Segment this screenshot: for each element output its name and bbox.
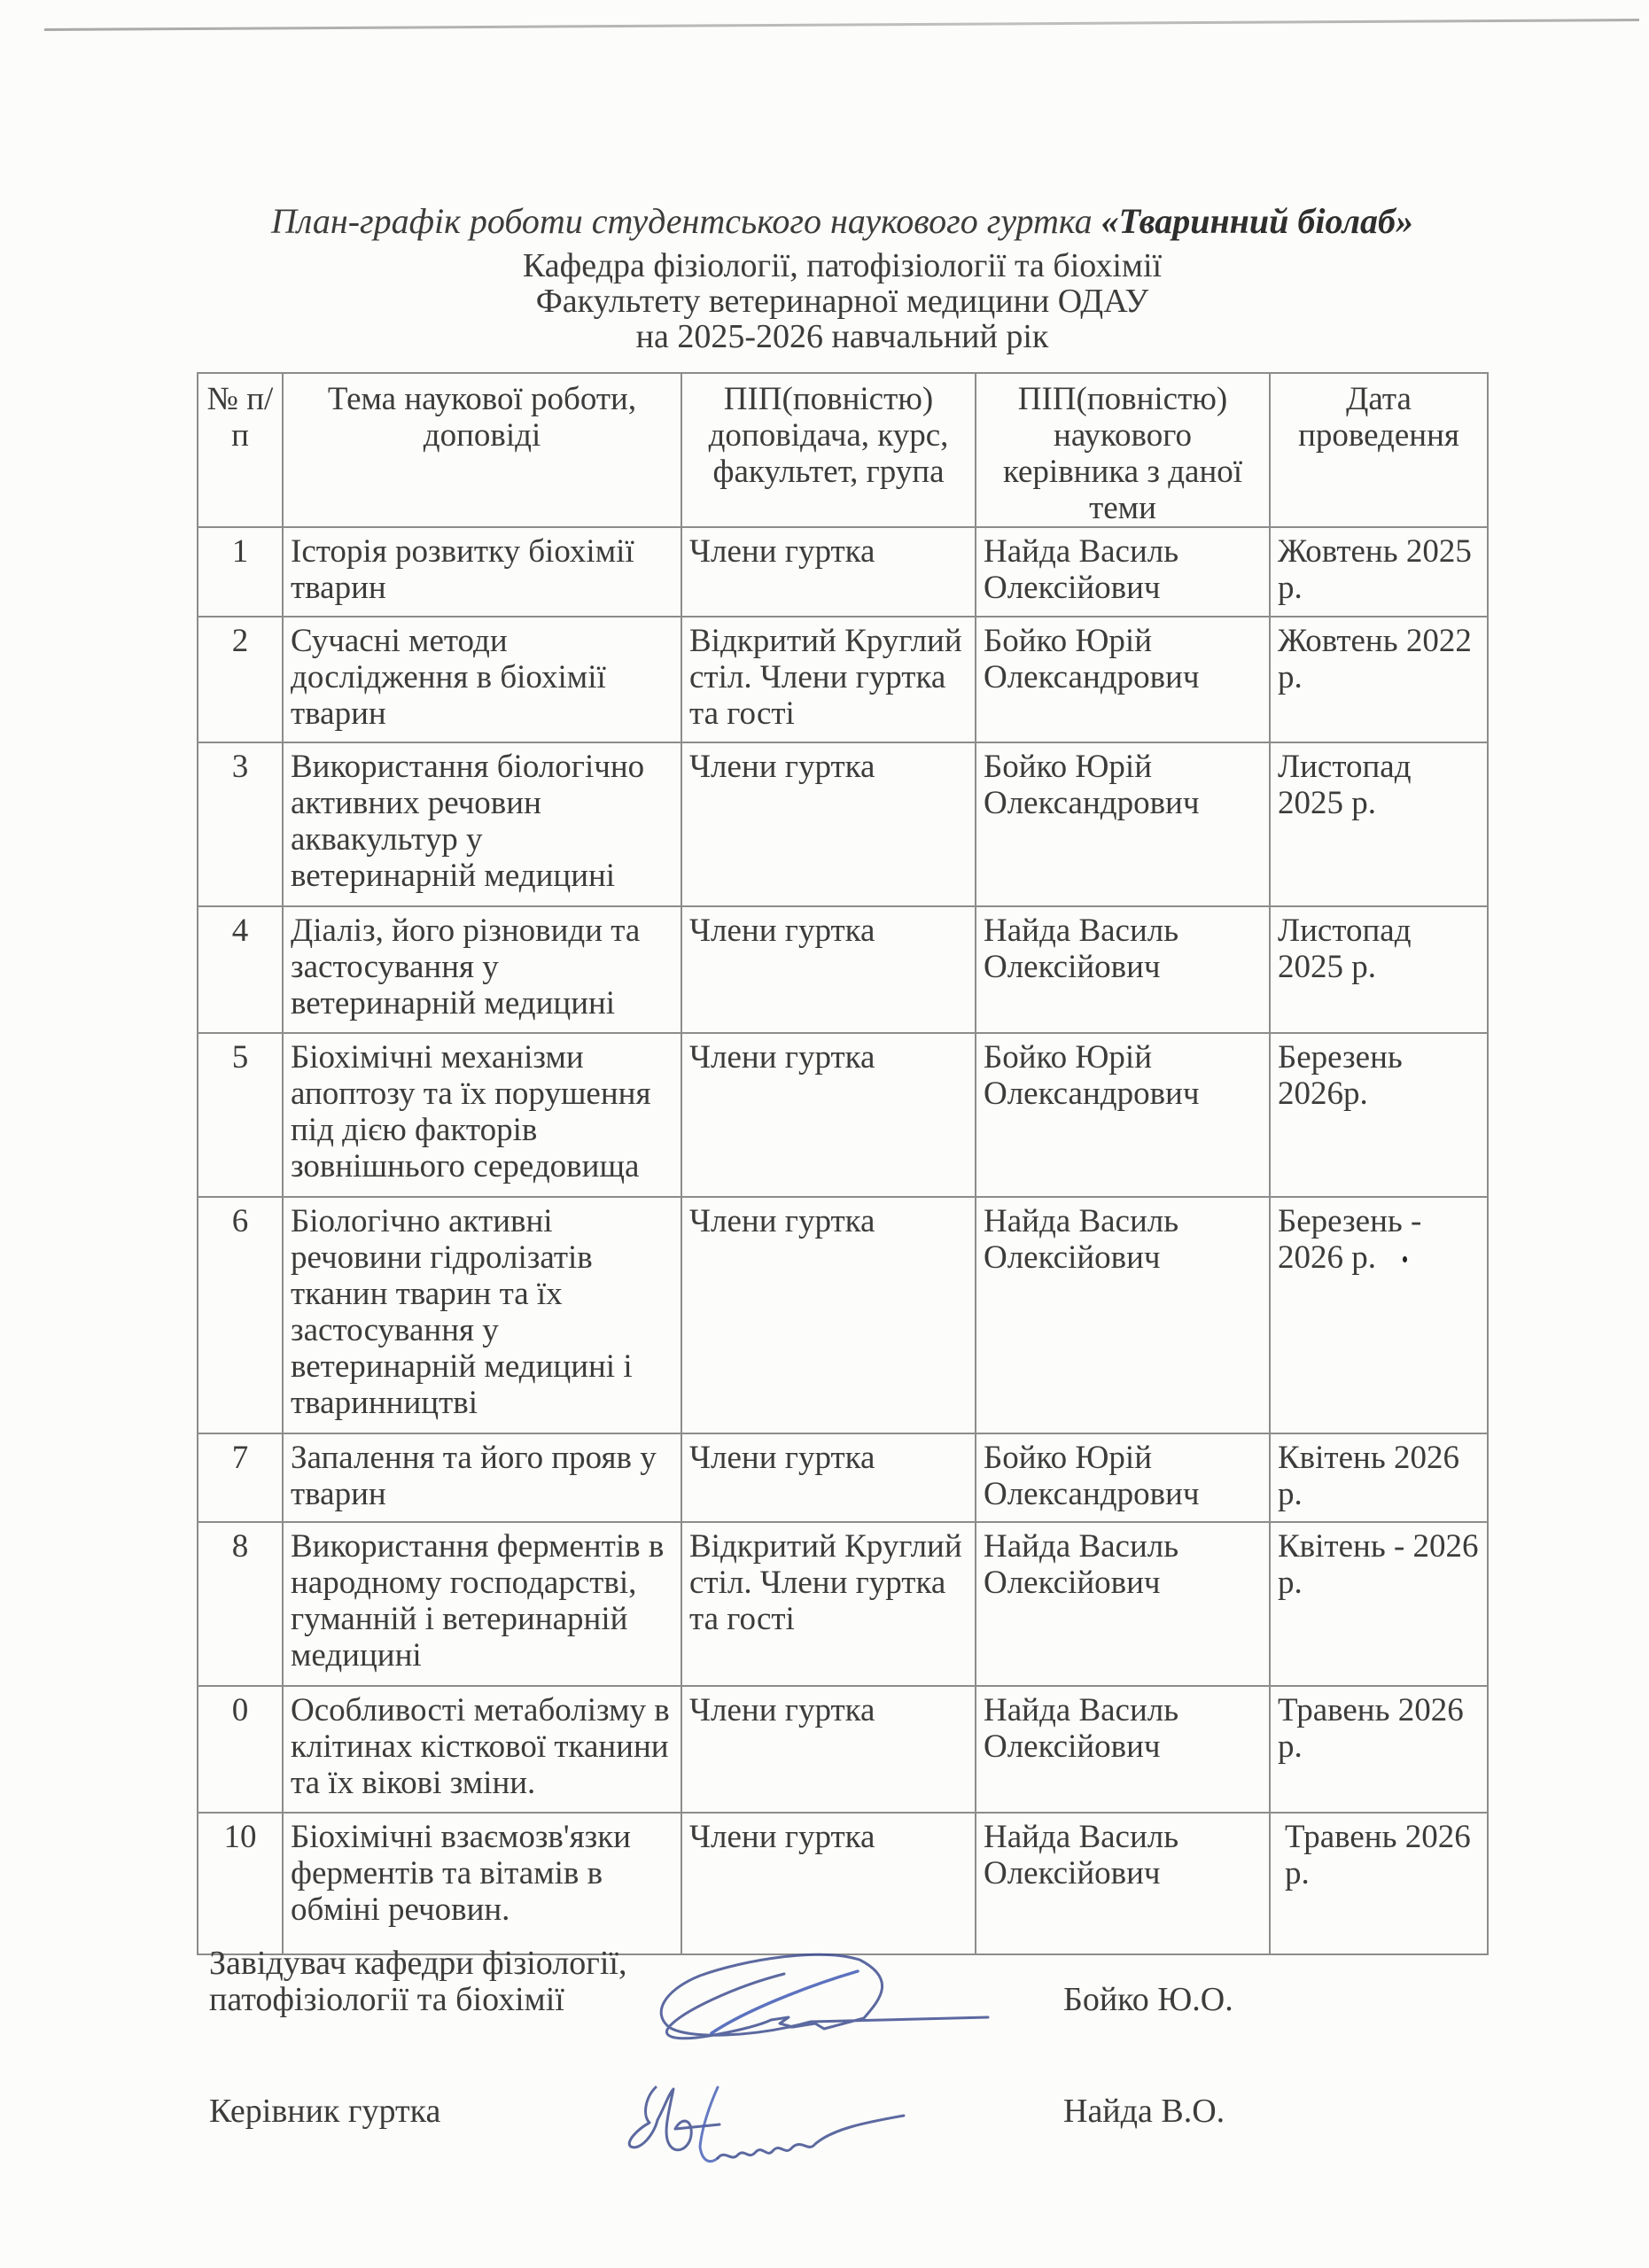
subtitle-faculty: Факультету ветеринарної медицини ОДАУ — [535, 283, 1149, 320]
scan-speck — [1403, 1256, 1407, 1262]
row-supervisor: Бойко Юрій Олександрович — [976, 742, 1270, 906]
row-number: 8 — [198, 1522, 283, 1686]
row-number: 4 — [198, 906, 283, 1033]
column-header-topic: Тема наукової роботи, доповіді — [283, 373, 681, 527]
row-number: 1 — [198, 527, 283, 617]
row-date: Травень 2026 р. — [1270, 1813, 1488, 1954]
title-prefix: План-графік роботи студентського наукового гуртка — [271, 201, 1101, 241]
table-row — [198, 1033, 1488, 1197]
row-supervisor: Найда Василь Олексійович — [976, 1197, 1270, 1433]
row-date: Березень - 2026 р. — [1270, 1197, 1488, 1433]
subtitle-department: Кафедра фізіології, патофізіології та біохімії — [522, 247, 1163, 284]
row-topic: Особливості метаболізму в клітинах кісткової тканини та їх вікові зміни. — [283, 1686, 681, 1813]
club-supervisor-signature — [620, 2080, 922, 2173]
row-speaker: Відкритий Круглий стіл. Члени гуртка та гості — [681, 1522, 976, 1686]
row-topic: Біологічно активні речовини гідролізатів тканин тварин та їх застосування у ветеринарній медицині і тваринництві — [283, 1197, 681, 1433]
row-number: 10 — [198, 1813, 283, 1954]
row-date: Квітень 2026 р. — [1270, 1433, 1488, 1522]
row-number: 5 — [198, 1033, 283, 1197]
row-date: Жовтень 2025 р. — [1270, 527, 1488, 617]
club-supervisor-name: Найда В.О. — [1063, 2093, 1225, 2130]
table-row — [198, 1433, 1488, 1522]
column-header-supervisor: ПІП(повністю) наукового керівника з даної теми — [976, 373, 1270, 527]
subtitle-academic-year: на 2025-2026 навчальний рік — [635, 318, 1049, 355]
club-supervisor-label: Керівник гуртка — [209, 2093, 441, 2130]
row-supervisor: Найда Василь Олексійович — [976, 1686, 1270, 1813]
row-speaker: Члени гуртка — [681, 527, 976, 617]
table-row — [198, 906, 1488, 1033]
row-speaker: Члени гуртка — [681, 1033, 976, 1197]
row-topic: Діаліз, його різновиди та застосування у ветеринарній медицині — [283, 906, 681, 1033]
row-number: 2 — [198, 617, 283, 742]
row-supervisor: Бойко Юрій Олександрович — [976, 1033, 1270, 1197]
row-topic: Сучасні методи дослідження в біохімії тварин — [283, 617, 681, 742]
row-supervisor: Найда Василь Олексійович — [976, 1813, 1270, 1954]
table-row — [198, 527, 1488, 617]
column-header-number: № п/п — [198, 373, 283, 527]
row-number: 0 — [198, 1686, 283, 1813]
document-title — [0, 200, 1649, 243]
row-supervisor: Найда Василь Олексійович — [976, 527, 1270, 617]
row-speaker: Члени гуртка — [681, 1433, 976, 1522]
row-number: 7 — [198, 1433, 283, 1522]
row-topic: Біохімічні взаємозв'язки ферментів та вітамів в обміні речовин. — [283, 1813, 681, 1954]
table-row — [198, 617, 1488, 742]
scan-edge-line — [44, 19, 1639, 31]
head-of-department-name: Бойко Ю.О. — [1063, 1981, 1233, 2018]
table-row — [198, 742, 1488, 906]
table-row — [198, 1813, 1488, 1954]
subtitle-block — [0, 248, 1649, 354]
table-row — [198, 1522, 1488, 1686]
head-of-department-label-line-2: патофізіології та біохімії — [209, 1981, 564, 2018]
row-date: Листопад 2025 р. — [1270, 906, 1488, 1033]
row-number: 6 — [198, 1197, 283, 1433]
club-name: «Тваринний біолаб» — [1101, 201, 1413, 241]
row-supervisor: Бойко Юрій Олександрович — [976, 617, 1270, 742]
row-supervisor: Бойко Юрій Олександрович — [976, 1433, 1270, 1522]
row-speaker: Члени гуртка — [681, 742, 976, 906]
row-speaker: Члени гуртка — [681, 906, 976, 1033]
head-of-department-label — [209, 1946, 626, 2018]
row-date: Жовтень 2022 р. — [1270, 617, 1488, 742]
row-topic: Історія розвитку біохімії тварин — [283, 527, 681, 617]
row-date: Травень 2026 р. — [1270, 1686, 1488, 1813]
row-topic: Біохімічні механізми апоптозу та їх порушення під дією факторів зовнішнього середовища — [283, 1033, 681, 1197]
row-date: Березень 2026р. — [1270, 1033, 1488, 1197]
head-of-department-label-line-1: Завідувач кафедри фізіології, — [209, 1945, 627, 1982]
row-date: Листопад 2025 р. — [1270, 742, 1488, 906]
row-supervisor: Найда Василь Олексійович — [976, 906, 1270, 1033]
column-header-date: Дата проведення — [1270, 373, 1488, 527]
row-speaker: Члени гуртка — [681, 1686, 976, 1813]
row-number: 3 — [198, 742, 283, 906]
schedule-table — [197, 372, 1489, 1955]
row-speaker: Відкритий Круглий стіл. Члени гуртка та гості — [681, 617, 976, 742]
column-header-speaker: ПІП(повністю) доповідача, курс, факультет, група — [681, 373, 976, 527]
table-header-row — [198, 373, 1488, 527]
head-of-department-signature — [647, 1949, 1001, 2051]
row-topic: Запалення та його прояв у тварин — [283, 1433, 681, 1522]
table-row — [198, 1686, 1488, 1813]
row-speaker: Члени гуртка — [681, 1197, 976, 1433]
row-date: Квітень - 2026 р. — [1270, 1522, 1488, 1686]
row-speaker: Члени гуртка — [681, 1813, 976, 1954]
row-supervisor: Найда Василь Олексійович — [976, 1522, 1270, 1686]
row-topic: Використання ферментів в народному господарстві, гуманній і ветеринарній медицині — [283, 1522, 681, 1686]
table-row — [198, 1197, 1488, 1433]
row-topic: Використання біологічно активних речовин аквакультур у ветеринарній медицині — [283, 742, 681, 906]
